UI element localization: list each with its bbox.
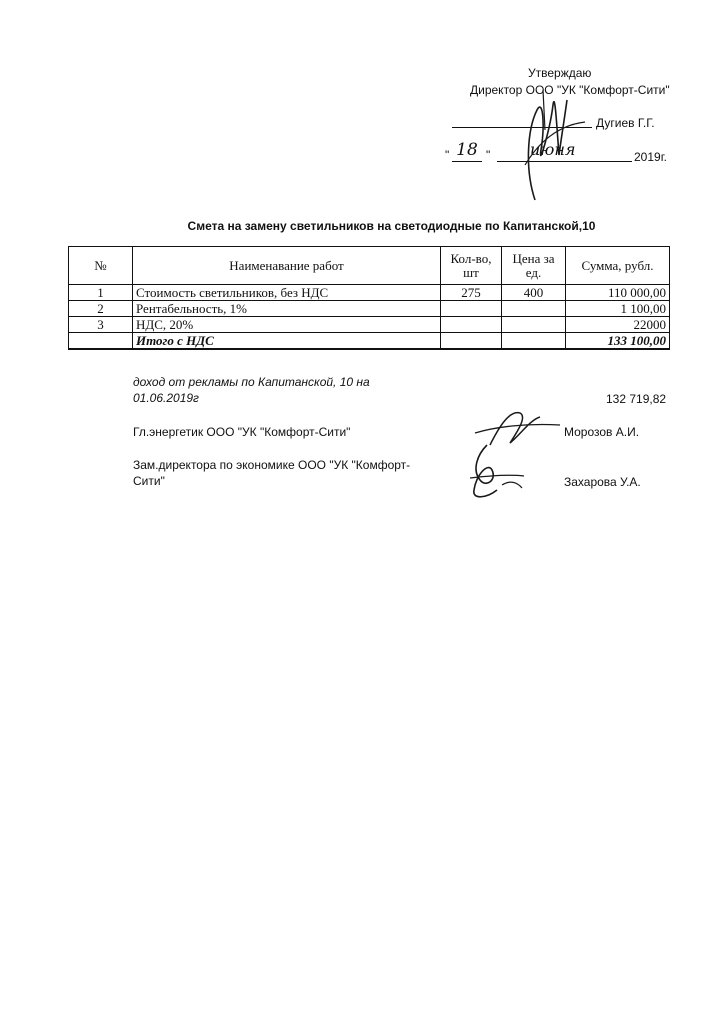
estimate-table [68,246,670,350]
approval-date-quote-open: " [445,148,450,162]
row-unit-price: 400 [502,285,566,301]
row-work-name: Стоимость светильников, без НДС [133,285,441,301]
approval-year: 2019г. [634,150,667,164]
approver-position: Директор ООО "УК "Комфорт-Сити" [470,83,670,97]
engineer-position: Гл.энергетик ООО "УК "Комфорт-Сити" [133,425,351,439]
engineer-name: Морозов А.И. [564,425,640,439]
row-number: 3 [69,317,133,333]
header-work-name: Наименавание работ [133,247,441,285]
ad-income-value: 132 719,82 [606,392,667,406]
row-sum: 1 100,00 [566,301,670,317]
document-title: Смета на замену светильников на светодиодные по Капитанской,10 [187,219,596,233]
ad-income-label: доход от рекламы по Капитанской, 10 на 01.06.2019г [133,375,370,405]
row-quantity [441,317,502,333]
header-unit-price: Цена за ед. [502,247,566,285]
header-number: № [69,247,133,285]
total-label: Итого с НДС [133,333,441,350]
table-row [69,285,670,301]
approval-title: Утверждаю [528,66,592,80]
row-unit-price [502,317,566,333]
approval-day-line [452,161,482,162]
row-number: 1 [69,285,133,301]
table-row [69,301,670,317]
approval-day: 18 [456,140,478,160]
total-value: 133 100,00 [566,333,670,350]
total-qty-cell [441,333,502,350]
row-unit-price [502,301,566,317]
director-signature [505,70,595,210]
approval-month: июня [530,140,576,159]
row-number: 2 [69,301,133,317]
row-work-name: НДС, 20% [133,317,441,333]
row-work-name: Рентабельность, 1% [133,301,441,317]
header-quantity: Кол-во, шт [441,247,502,285]
total-price-cell [502,333,566,350]
table-row [69,317,670,333]
row-quantity: 275 [441,285,502,301]
table-header-row [69,247,670,285]
deputy-position: Зам.директора по экономике ООО "УК "Комфорт-Сити" [133,458,411,488]
approver-name: Дугиев Г.Г. [596,116,655,130]
total-number-cell [69,333,133,350]
row-quantity [441,301,502,317]
deputy-name: Захарова У.А. [564,475,641,489]
row-sum: 22000 [566,317,670,333]
deputy-signature [462,440,532,505]
row-sum: 110 000,00 [566,285,670,301]
approval-date-quote-close: " [486,148,491,162]
header-sum: Сумма, рубл. [566,247,670,285]
total-row [69,333,670,350]
